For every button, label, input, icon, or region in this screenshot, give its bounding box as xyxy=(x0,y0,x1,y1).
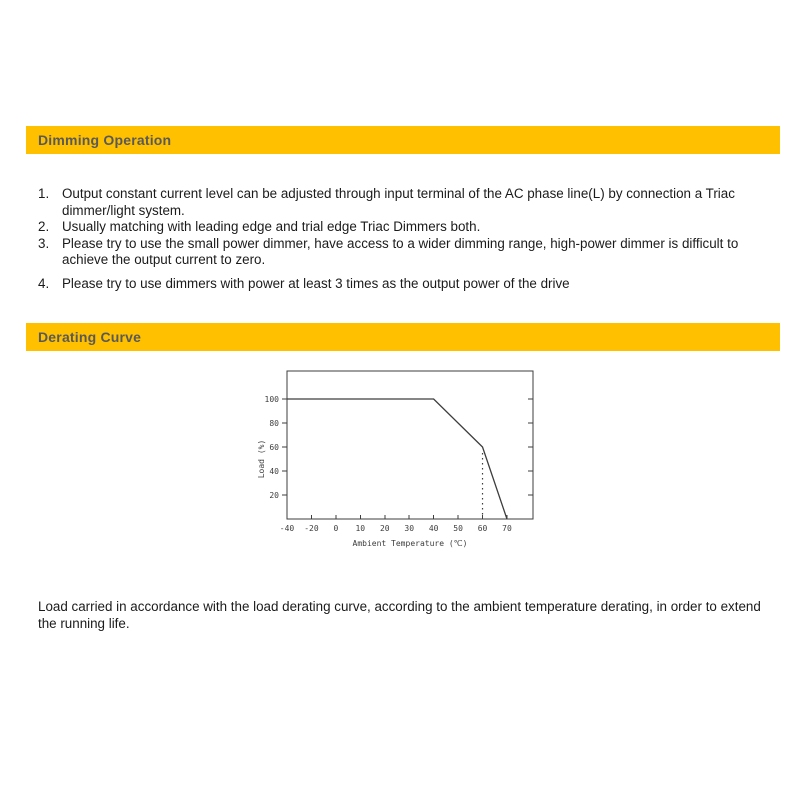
list-item-number: 1. xyxy=(38,186,50,201)
dimming-notes-list xyxy=(38,186,760,292)
x-tick-label: -20 xyxy=(304,524,319,533)
x-tick-label: 0 xyxy=(333,524,339,533)
x-tick-label: 70 xyxy=(502,524,512,533)
x-tick-label: 50 xyxy=(453,524,463,533)
list-item-number: 2. xyxy=(38,219,50,234)
derating-note-paragraph: Load carried in accordance with the load derating curve, according to the ambient temperature derating, in order to extend the running life. xyxy=(38,599,761,631)
section-header-derating-curve xyxy=(26,323,780,351)
chart-frame xyxy=(287,371,533,519)
list-item xyxy=(38,186,760,219)
list-item-text: Please try to use the small power dimmer, have access to a wider dimming range, high-power dimmer is difficult to achieve the output current to zero. xyxy=(62,235,739,267)
y-tick-label: 20 xyxy=(269,490,279,500)
derating-curve-chart xyxy=(250,365,560,555)
y-tick-label: 60 xyxy=(269,442,279,452)
y-tick-label: 40 xyxy=(269,466,279,476)
x-tick-label: -40 xyxy=(279,524,295,533)
list-item-number: 3. xyxy=(38,235,50,251)
x-tick-label: 40 xyxy=(428,524,439,533)
list-item-text: Usually matching with leading edge and trial edge Triac Dimmers both. xyxy=(62,219,481,234)
section-title: Dimming Operation xyxy=(38,132,172,148)
x-axis-label: Ambient Temperature (℃) xyxy=(352,539,468,548)
x-tick-label: 30 xyxy=(404,524,415,533)
list-item-number: 4. xyxy=(38,275,50,291)
x-tick-label: 10 xyxy=(355,524,366,533)
section-header-dimming-operation xyxy=(26,126,780,154)
y-tick-label: 100 xyxy=(264,394,279,404)
y-axis-label: Load (%) xyxy=(257,439,266,479)
list-item xyxy=(38,219,760,236)
list-item xyxy=(38,276,760,293)
section-title: Derating Curve xyxy=(38,329,142,345)
derating-curve-line xyxy=(287,399,507,519)
x-tick-label: 20 xyxy=(379,524,390,533)
list-item-text: Output constant current level can be adjusted through input terminal of the AC phase line(L) by connection a Triac dimmer/light system. xyxy=(62,186,735,218)
y-tick-label: 80 xyxy=(269,418,279,428)
list-item xyxy=(38,236,760,269)
derating-curve-plot xyxy=(250,365,560,555)
x-tick-label: 60 xyxy=(477,524,488,533)
list-item-text: Please try to use dimmers with power at least 3 times as the output power of the drive xyxy=(62,275,570,291)
